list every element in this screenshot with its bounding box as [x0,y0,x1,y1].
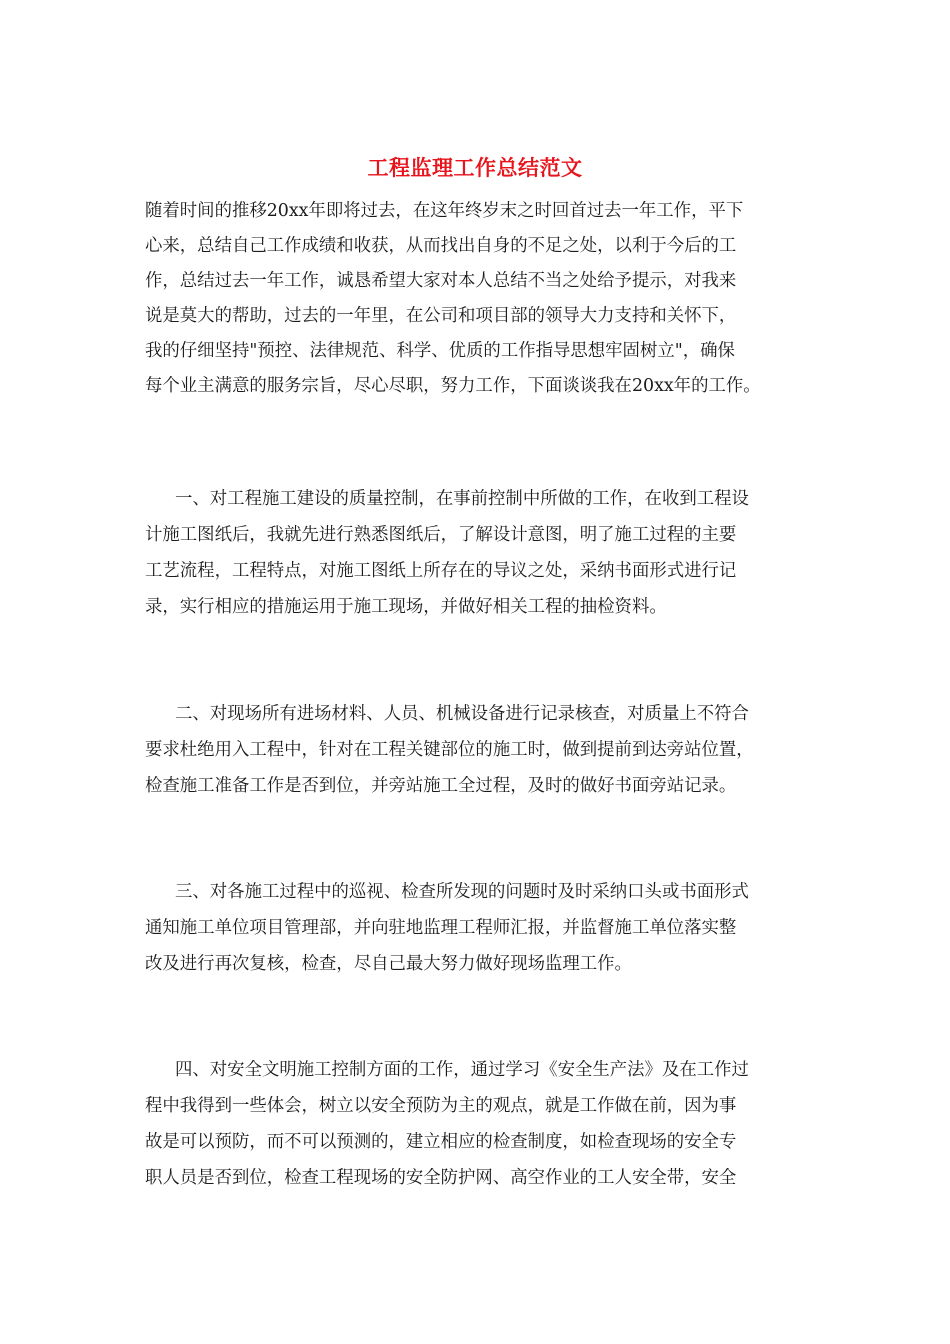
paragraph-5-line-4: 职人员是否到位，检查工程现场的安全防护网、高空作业的工人安全带，安全 [145,1168,737,1188]
paragraph-1-line-6: 每个业主满意的服务宗旨，尽心尽职，努力工作，下面谈谈我在20xx年的工作。 [145,376,761,396]
paragraph-4-line-1: 三、对各施工过程中的巡视、检查所发现的问题时及时采纳口头或书面形式 [175,882,749,902]
paragraph-2-line-4: 录，实行相应的措施运用于施工现场，并做好相关工程的抽检资料。 [145,597,667,617]
paragraph-5-line-2: 程中我得到一些体会，树立以安全预防为主的观点，就是工作做在前，因为事 [145,1096,737,1116]
paragraph-5-line-1: 四、对安全文明施工控制方面的工作，通过学习《安全生产法》及在工作过 [175,1060,749,1080]
paragraph-2-line-1: 一、对工程施工建设的质量控制，在事前控制中所做的工作，在收到工程设 [175,489,749,509]
paragraph-4-line-3: 改及进行再次复核，检查，尽自己最大努力做好现场监理工作。 [145,954,632,974]
paragraph-5-line-3: 故是可以预防，而不可以预测的，建立相应的检查制度，如检查现场的安全专 [145,1132,737,1152]
paragraph-1-line-1: 随着时间的推移20xx年即将过去，在这年终岁末之时回首过去一年工作，平下 [145,201,744,221]
paragraph-1-line-2: 心来，总结自己工作成绩和收获，从而找出自身的不足之处，以利于今后的工 [145,236,737,256]
paragraph-4-line-2: 通知施工单位项目管理部，并向驻地监理工程师汇报，并监督施工单位落实整 [145,918,737,938]
document-title: 工程监理工作总结范文 [367,155,583,180]
paragraph-1-line-3: 作，总结过去一年工作，诚恳希望大家对本人总结不当之处给予提示，对我来 [145,271,737,291]
paragraph-3-line-3: 检查施工准备工作是否到位，并旁站施工全过程，及时的做好书面旁站记录。 [145,776,737,796]
paragraph-3-line-1: 二、对现场所有进场材料、人员、机械设备进行记录核查，对质量上不符合 [175,704,749,724]
paragraph-1-line-5: 我的仔细坚持"预控、法律规范、科学、优质的工作指导思想牢固树立"，确保 [145,341,735,361]
paragraph-2-line-3: 工艺流程，工程特点，对施工图纸上所存在的导议之处，采纳书面形式进行记 [145,561,737,581]
paragraph-3-line-2: 要求杜绝用入工程中，针对在工程关键部位的施工时，做到提前到达旁站位置， [145,740,754,760]
paragraph-1-line-4: 说是莫大的帮助，过去的一年里，在公司和项目部的领导大力支持和关怀下， [145,306,737,326]
paragraph-2-line-2: 计施工图纸后，我就先进行熟悉图纸后，了解设计意图，明了施工过程的主要 [145,525,737,545]
